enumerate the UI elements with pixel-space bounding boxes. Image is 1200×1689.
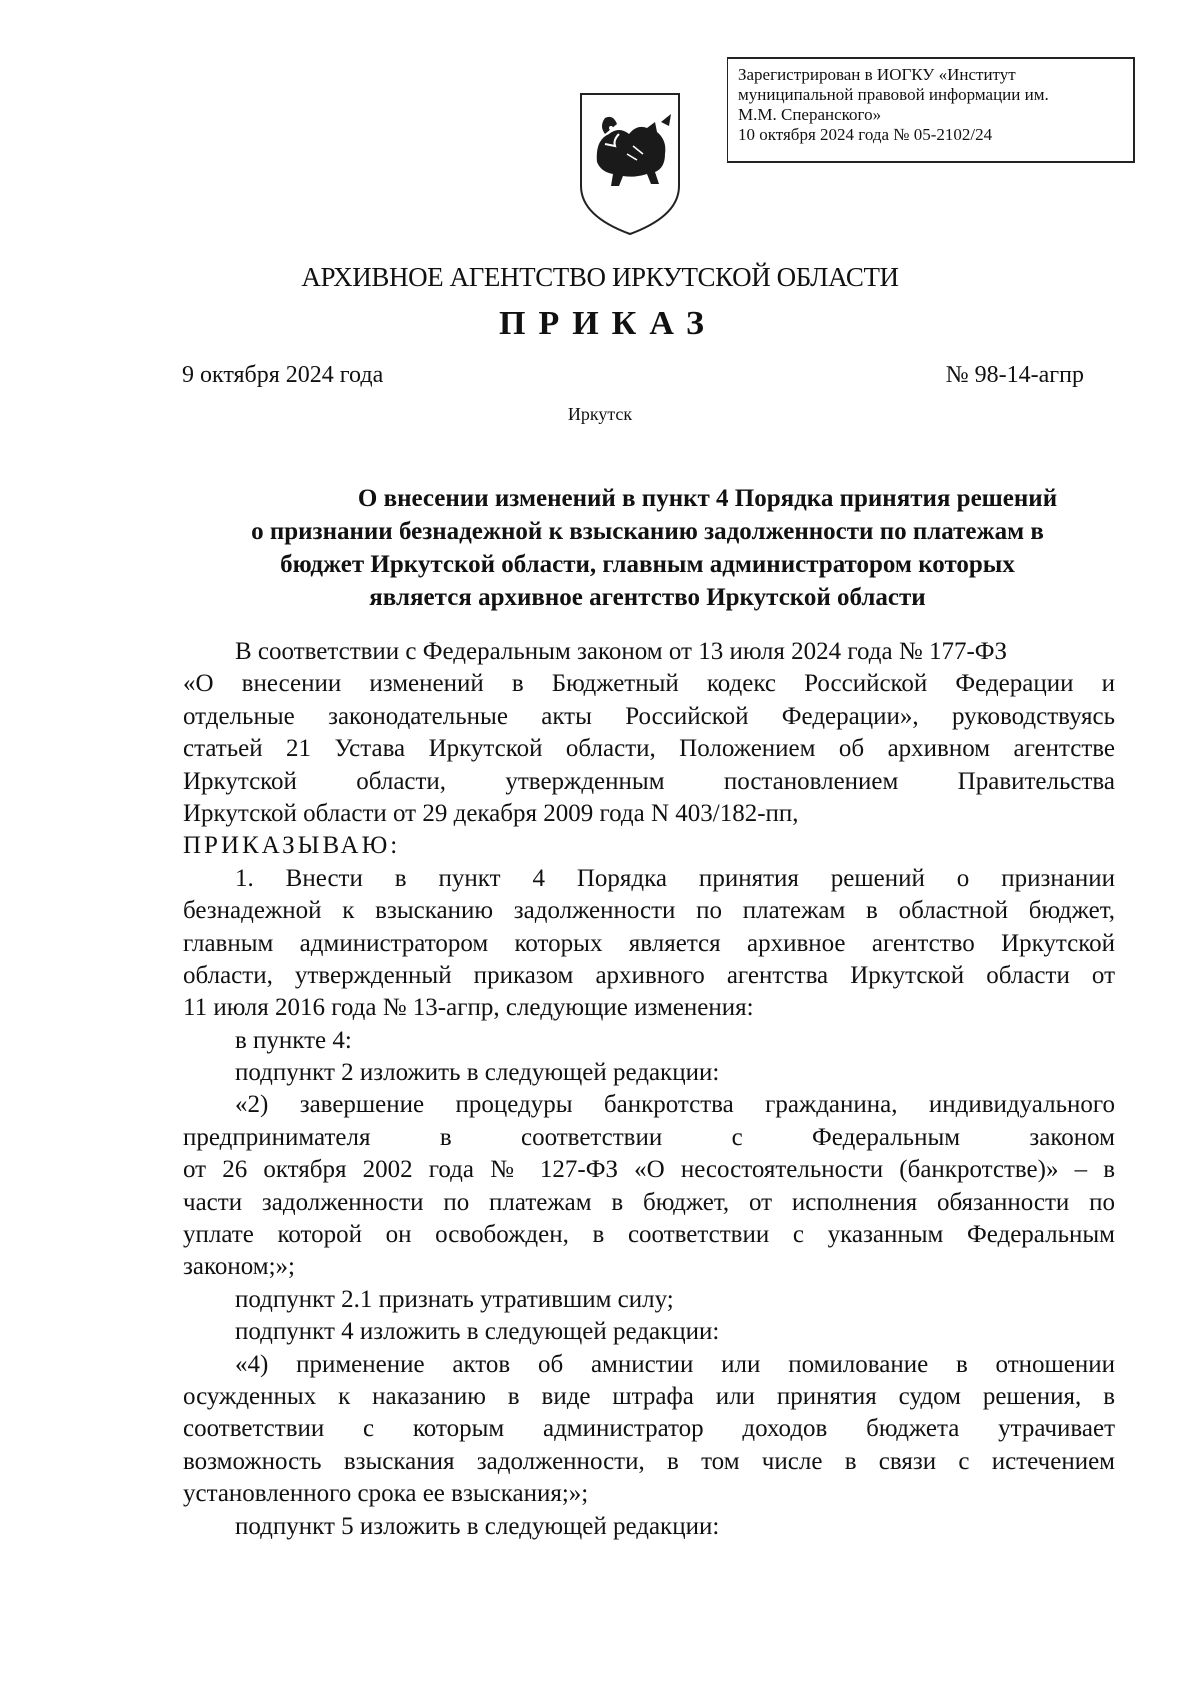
body-line: «2) завершение процедуры банкротства гражданина, индивидуального: [235, 1091, 1115, 1119]
registration-line: 10 октября 2024 года № 05-2102/24: [738, 125, 993, 144]
body-line: статьей 21 Устава Иркутской области, Положением об архивном агентстве: [183, 735, 1115, 763]
body-line: установленного срока ее взыскания;»;: [183, 1480, 589, 1508]
body-line: «4) применение актов об амнистии или помилование в отношении: [235, 1350, 1115, 1378]
subject-line: является архивное агентство Иркутской области: [369, 584, 926, 611]
body-line: в пункте 4:: [235, 1026, 352, 1054]
agency-name: АРХИВНОЕ АГЕНТСТВО ИРКУТСКОЙ ОБЛАСТИ: [301, 262, 899, 292]
body-line: В соответствии с Федеральным законом от 13 июля 2024 года № 177-ФЗ: [235, 638, 1008, 665]
order-date: 9 октября 2024 года: [182, 362, 384, 388]
body-line: возможность взыскания задолженности, в том числе в связи с истечением: [183, 1447, 1115, 1475]
body-line: подпункт 2 изложить в следующей редакции:: [235, 1059, 720, 1087]
registration-line: М.М. Сперанского»: [738, 105, 882, 124]
body-line: «О внесении изменений в Бюджетный кодекс Российской Федерации и: [183, 670, 1115, 698]
body-line: части задолженности по платежам в бюджет, от исполнения обязанности по: [183, 1188, 1115, 1216]
body-line: осужденных к наказанию в виде штрафа или принятия судом решения, в: [183, 1382, 1115, 1410]
order-city: Иркутск: [567, 404, 633, 424]
body-line: области, утвержденный приказом архивного агентства Иркутской области от: [183, 961, 1115, 989]
subject-line: О внесении изменений в пункт 4 Порядка принятия решений: [357, 485, 1058, 512]
order-directive: ПРИКАЗЫВАЮ:: [183, 832, 401, 860]
subject-line: о признании безнадежной к взысканию задолженности по платежам в: [251, 518, 1044, 545]
registration-line: Зарегистрирован в ИОГКУ «Институт: [738, 65, 1016, 84]
registration-line: муниципальной правовой информации им.: [738, 85, 1049, 104]
body-line: 1. Внести в пункт 4 Порядка принятия решений о признании: [235, 864, 1115, 892]
body-line: Иркутской области от 29 декабря 2009 года N 403/182-пп,: [183, 799, 799, 827]
order-subject: [180, 482, 1115, 614]
order-body: [183, 636, 1115, 1543]
body-line: уплате которой он освобожден, в соответствии с указанным Федеральным: [183, 1221, 1115, 1249]
body-line: подпункт 5 изложить в следующей редакции:: [235, 1512, 720, 1540]
registration-stamp: [727, 57, 1135, 163]
body-line: Иркутской области, утвержденным постановлением Правительства: [183, 767, 1115, 795]
subject-line: бюджет Иркутской области, главным администратором которых: [280, 551, 1015, 578]
body-line: законом;»;: [183, 1253, 295, 1281]
body-line: соответствии с которым администратор доходов бюджета утрачивает: [183, 1415, 1115, 1443]
document-type-title: ПРИКАЗ: [499, 305, 717, 342]
body-line: отдельные законодательные акты Российской Федерации», руководствуясь: [183, 702, 1115, 730]
body-line: 11 июля 2016 года № 13-агпр, следующие изменения:: [183, 994, 754, 1022]
order-number: № 98-14-агпр: [945, 362, 1084, 388]
coat-of-arms-icon: [575, 88, 685, 238]
body-line: главным администратором которых является архивное агентство Иркутской: [183, 929, 1115, 957]
body-line: подпункт 2.1 признать утратившим силу;: [235, 1285, 674, 1313]
body-line: предпринимателя в соответствии с Федеральным законом: [183, 1123, 1115, 1151]
body-line: от 26 октября 2002 года № 127-ФЗ «О несостоятельности (банкротстве)» – в: [183, 1156, 1115, 1184]
body-line: подпункт 4 изложить в следующей редакции:: [235, 1318, 720, 1346]
body-line: безнадежной к взысканию задолженности по платежам в областной бюджет,: [183, 897, 1115, 925]
